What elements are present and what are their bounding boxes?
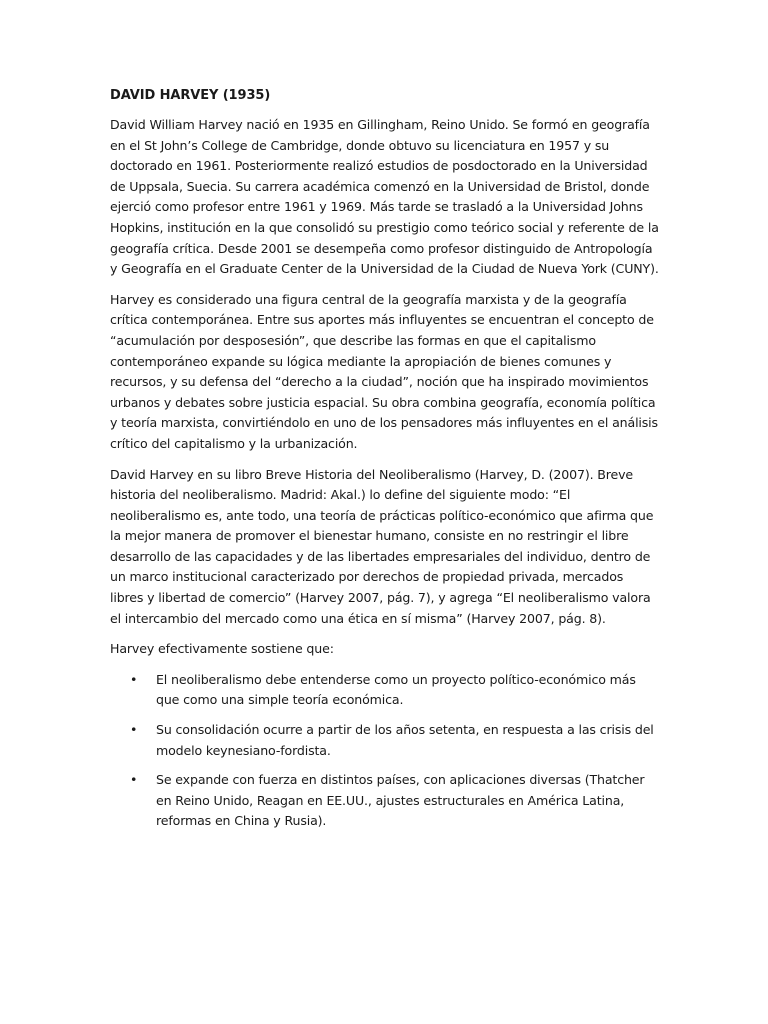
- bullet-list: [110, 670, 660, 832]
- document-title: DAVID HARVEY (1935): [110, 88, 271, 103]
- paragraph-biography: David William Harvey nació en 1935 en Gillingham, Reino Unido. Se formó en geografía en el St John’s College de Cambridge, donde obtuvo su licenciatura en 1957 y su doctorado en 1961. Posteriormente realizó estudios de posdoctorado en la Universidad de Uppsala, Suecia. Su carrera académica comenzó en la Universidad de Bristol, donde ejerció como profesor entre 1961 y 1969. Más tarde se trasladó a la Universidad Johns Hopkins, institución en la que consolidó su prestigio como teórico social y referente de la geografía crítica. Desde 2001 se desempeña como profesor distinguido de Antropología y Geografía en el Graduate Center de la Universidad de la Ciudad de Nueva York (CUNY).: [110, 117, 659, 277]
- bullet-icon: •: [130, 772, 138, 788]
- list-item: [110, 670, 660, 711]
- paragraph-neoliberalism-definition: David Harvey en su libro Breve Historia del Neoliberalismo (Harvey, D. (2007). Breve historia del neoliberalismo. Madrid: Akal.) lo define del siguiente modo: “El neoliberalismo es, ante todo, una teoría de prácticas político-económico que afirma que la mejor manera de promover el bienestar humano, consiste en no restringir el libre desarrollo de las capacidades y de las libertades empresariales del individuo, dentro de un marco institucional caracterizado por derechos de propiedad privada, mercados libres y libertad de comercio” (Harvey 2007, pág. 7), y agrega “El neoliberalismo valora el intercambio del mercado como una ética en sí misma” (Harvey 2007, pág. 8).: [110, 466, 654, 626]
- paragraph-intro-list: Harvey efectivamente sostiene que:: [110, 641, 334, 657]
- list-item-text: Su consolidación ocurre a partir de los años setenta, en respuesta a las crisis del modelo keynesiano-fordista.: [156, 722, 654, 758]
- bullet-icon: •: [130, 722, 138, 738]
- list-item-text: Se expande con fuerza en distintos países, con aplicaciones diversas (Thatcher en Reino Unido, Reagan en EE.UU., ajustes estructurales en América Latina, reformas en China y Rusia).: [156, 772, 645, 829]
- paragraph-contributions: Harvey es considerado una figura central de la geografía marxista y de la geografía crítica contemporánea. Entre sus aportes más influyentes se encuentran el concepto de “acumulación por desposesión”, que describe las formas en que el capitalismo contemporáneo expande su lógica mediante la apropiación de bienes comunes y recursos, y su defensa del “derecho a la ciudad”, noción que ha inspirado movimientos urbanos y debates sobre justicia espacial. Su obra combina geografía, economía política y teoría marxista, convirtiéndolo en uno de los pensadores más influyentes en el análisis crítico del capitalismo y la urbanización.: [110, 291, 658, 451]
- list-item: [110, 720, 660, 761]
- bullet-icon: •: [130, 671, 138, 687]
- document-page: [110, 86, 660, 841]
- list-item-text: El neoliberalismo debe entenderse como un proyecto político-económico más que como una simple teoría económica.: [156, 671, 636, 708]
- list-item: [110, 770, 660, 832]
